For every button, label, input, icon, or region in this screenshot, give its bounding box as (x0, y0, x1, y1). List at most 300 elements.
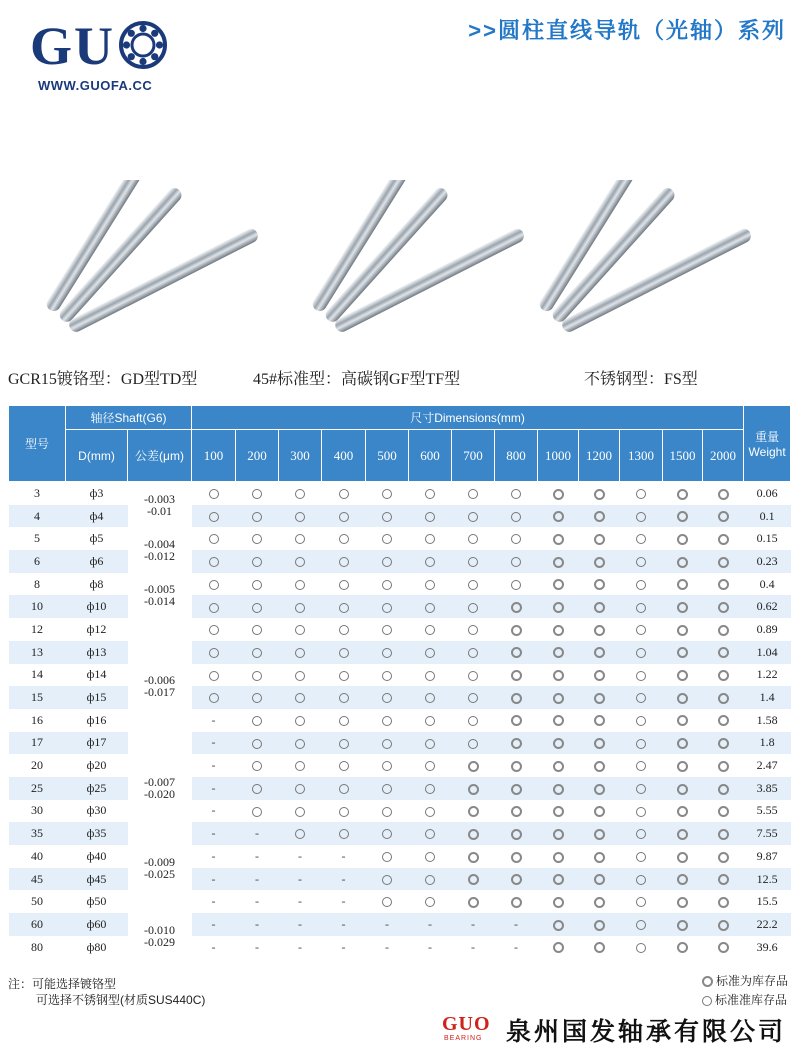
thin-circle-icon (468, 671, 478, 681)
thin-circle-icon (636, 807, 646, 817)
legend-quasi (702, 991, 788, 1010)
thin-circle-icon (636, 512, 646, 522)
availability-cell (409, 686, 452, 709)
availability-cell (322, 664, 366, 687)
thin-circle-icon (382, 716, 392, 726)
bold-circle-icon (718, 602, 729, 613)
availability-cell (192, 595, 236, 618)
weight-cell: 0.89 (756, 621, 778, 636)
bold-circle-icon (677, 489, 688, 500)
availability-cell (620, 664, 663, 687)
weight-cell: 3.85 (744, 777, 791, 800)
availability-cell (452, 709, 495, 732)
availability-cell (620, 845, 663, 868)
availability-cell (192, 845, 236, 868)
thin-circle-icon (339, 534, 349, 544)
unavailable-dash: - (514, 916, 518, 931)
diameter-cell: ф60 (66, 913, 128, 936)
thin-circle-icon (636, 580, 646, 590)
thin-circle-icon (339, 807, 349, 817)
availability-cell (236, 595, 279, 618)
availability-cell (579, 641, 620, 664)
availability-cell (495, 754, 538, 777)
availability-cell (366, 936, 409, 959)
availability-cell (366, 913, 409, 936)
diameter-cell: ф10 (66, 595, 128, 618)
availability-cell (663, 868, 703, 891)
availability-cell (495, 505, 538, 528)
availability-cell (192, 777, 236, 800)
bold-circle-icon (594, 738, 605, 749)
table-row (9, 664, 791, 687)
tolerance-cell (128, 822, 192, 913)
availability-cell (579, 868, 620, 891)
bold-circle-icon (718, 557, 729, 568)
weight-cell: 12.5 (744, 868, 791, 891)
thin-circle-icon (382, 807, 392, 817)
bold-circle-icon (553, 738, 564, 749)
weight-cell: 2.47 (756, 758, 778, 773)
thin-circle-icon (425, 875, 435, 885)
tolerance-lower: -0.01 (147, 503, 172, 518)
unavailable-dash: - (298, 871, 302, 886)
availability-cell (279, 618, 322, 641)
thin-circle-icon (636, 557, 646, 567)
bold-circle-icon (553, 920, 564, 931)
thin-circle-icon (468, 603, 478, 613)
availability-cell (322, 800, 366, 823)
thin-circle-icon (382, 693, 392, 703)
weight-cell: 1.22 (756, 667, 778, 682)
thin-circle-icon (425, 489, 435, 499)
diameter-cell: ф3 (89, 485, 104, 500)
thin-circle-icon (425, 648, 435, 658)
availability-cell (703, 868, 744, 891)
diameter-cell: ф80 (86, 939, 107, 954)
availability-cell (663, 505, 703, 528)
availability-cell (322, 595, 366, 618)
availability-cell (703, 913, 744, 936)
bold-circle-icon (718, 579, 729, 590)
unavailable-dash: - (255, 894, 259, 909)
page-header (0, 0, 800, 110)
tolerance-cell (128, 527, 192, 572)
thin-circle-icon (425, 671, 435, 681)
unavailable-dash: - (471, 916, 475, 931)
availability-cell (663, 822, 703, 845)
note-1: 注：可能选择镀铬型 (8, 977, 117, 991)
availability-cell (663, 800, 703, 823)
bold-circle-icon (553, 784, 564, 795)
table-row (9, 641, 791, 664)
legend-stock (702, 972, 788, 991)
bold-circle-icon (677, 579, 688, 590)
diameter-cell: ф25 (66, 777, 128, 800)
thin-circle-icon (425, 784, 435, 794)
bold-circle-icon (718, 738, 729, 749)
availability-cell (279, 664, 322, 687)
availability-cell (236, 800, 279, 823)
diameter-cell: ф16 (86, 712, 107, 727)
availability-cell (663, 845, 703, 868)
unavailable-dash: - (298, 848, 302, 863)
availability-cell (663, 686, 703, 709)
availability-cell (663, 754, 703, 777)
bold-circle-icon (677, 670, 688, 681)
unavailable-dash: - (255, 916, 259, 931)
unavailable-dash: - (341, 894, 346, 909)
availability-cell (322, 527, 366, 550)
availability-cell (452, 618, 495, 641)
bold-circle-icon (677, 920, 688, 931)
unavailable-dash: - (211, 803, 216, 818)
thin-circle-icon (425, 716, 435, 726)
availability-cell (495, 686, 538, 709)
diameter-cell: ф50 (86, 894, 107, 909)
availability-cell (703, 595, 744, 618)
bold-circle-icon (594, 852, 605, 863)
availability-cell (409, 595, 452, 618)
unavailable-dash: - (298, 939, 302, 954)
bold-circle-icon (594, 489, 605, 500)
availability-cell (192, 686, 236, 709)
model-cell: 10 (9, 595, 66, 618)
bold-circle-icon (594, 761, 605, 772)
availability-cell (322, 505, 366, 528)
diameter-cell: ф13 (66, 641, 128, 664)
header-length: 1300 (620, 430, 663, 482)
bold-circle-icon (468, 874, 479, 885)
bold-circle-icon (677, 647, 688, 658)
thin-circle-icon (295, 671, 305, 681)
thin-circle-icon (382, 897, 392, 907)
availability-cell (409, 505, 452, 528)
bold-circle-icon (677, 761, 688, 772)
thin-circle-icon (382, 603, 392, 613)
thin-circle-icon (468, 716, 478, 726)
bold-circle-icon (594, 602, 605, 613)
availability-cell (579, 550, 620, 573)
availability-cell (236, 936, 279, 959)
tolerance-upper: -0.009 (144, 854, 175, 869)
thin-circle-icon (636, 920, 646, 930)
bold-circle-icon (677, 534, 688, 545)
bold-circle-icon (677, 806, 688, 817)
bold-circle-icon (677, 897, 688, 908)
availability-cell (495, 845, 538, 868)
availability-cell (322, 913, 366, 936)
thin-circle-icon (425, 761, 435, 771)
availability-cell (579, 822, 620, 845)
thin-circle-icon (252, 693, 262, 703)
unavailable-dash: - (341, 871, 346, 886)
bold-circle-icon (553, 534, 564, 545)
logo-text: GU (30, 16, 115, 76)
availability-cell (409, 936, 452, 959)
thin-circle-icon (425, 897, 435, 907)
thin-circle-icon (295, 534, 305, 544)
bold-circle-icon (718, 693, 729, 704)
model-cell: 25 (9, 777, 66, 800)
availability-cell (579, 482, 620, 505)
availability-cell (579, 913, 620, 936)
availability-cell (495, 732, 538, 755)
availability-cell (538, 686, 579, 709)
bold-circle-icon (511, 647, 522, 658)
availability-cell (703, 845, 744, 868)
availability-cell (322, 618, 366, 641)
availability-cell (452, 777, 495, 800)
legend-stock-label: 标准为库存品 (715, 974, 788, 988)
thin-circle-icon (468, 512, 478, 522)
availability-cell (495, 822, 538, 845)
footer-logo-text: GUO (441, 1013, 491, 1035)
availability-cell (495, 936, 538, 959)
bold-circle-icon (677, 852, 688, 863)
availability-cell (620, 505, 663, 528)
diameter-cell: ф15 (66, 686, 128, 709)
availability-cell (452, 845, 495, 868)
availability-cell (663, 573, 703, 596)
bold-circle-icon (553, 625, 564, 636)
tolerance-cell (128, 913, 192, 958)
availability-cell (322, 822, 366, 845)
header-length: 800 (495, 430, 538, 482)
spec-table (8, 405, 791, 958)
availability-cell (452, 527, 495, 550)
availability-cell (620, 732, 663, 755)
weight-cell: 0.62 (744, 595, 791, 618)
availability-cell (495, 800, 538, 823)
table-row (9, 595, 791, 618)
availability-cell (495, 573, 538, 596)
thin-circle-icon (382, 761, 392, 771)
availability-cell (279, 550, 322, 573)
availability-cell (452, 732, 495, 755)
availability-cell (703, 505, 744, 528)
bold-circle-icon (677, 784, 688, 795)
availability-cell (579, 800, 620, 823)
availability-cell (663, 641, 703, 664)
availability-cell (279, 709, 322, 732)
availability-cell (322, 686, 366, 709)
thin-circle-icon (252, 761, 262, 771)
header-length: 2000 (703, 430, 744, 482)
unavailable-dash: - (211, 916, 216, 931)
thin-circle-icon (702, 996, 712, 1006)
model-cell: 20 (31, 758, 43, 773)
table-row (9, 777, 791, 800)
weight-cell: 1.8 (744, 732, 791, 755)
availability-cell (538, 913, 579, 936)
availability-cell (409, 641, 452, 664)
bold-circle-icon (594, 534, 605, 545)
weight-cell: 5.55 (756, 803, 778, 818)
availability-cell (322, 868, 366, 891)
availability-cell (192, 709, 236, 732)
bold-circle-icon (718, 829, 729, 840)
thin-circle-icon (339, 784, 349, 794)
stainless-rods-image (533, 180, 763, 350)
availability-cell (579, 573, 620, 596)
availability-cell (538, 709, 579, 732)
thin-circle-icon (636, 603, 646, 613)
availability-cell (236, 890, 279, 913)
availability-cell (663, 936, 703, 959)
thin-circle-icon (209, 648, 219, 658)
tolerance-lower: -0.012 (144, 549, 175, 564)
availability-cell (538, 618, 579, 641)
thin-circle-icon (295, 784, 305, 794)
thin-circle-icon (209, 512, 219, 522)
availability-cell (192, 618, 236, 641)
bold-circle-icon (594, 942, 605, 953)
thin-circle-icon (295, 489, 305, 499)
availability-cell (192, 641, 236, 664)
thin-circle-icon (339, 716, 349, 726)
thin-circle-icon (636, 875, 646, 885)
table-row (9, 822, 791, 845)
table-row (9, 618, 791, 641)
availability-cell (192, 527, 236, 550)
thin-circle-icon (636, 739, 646, 749)
bold-circle-icon (511, 761, 522, 772)
header-shaft: 轴径Shaft(G6) (66, 406, 192, 430)
bold-circle-icon (677, 738, 688, 749)
weight-cell: 7.55 (744, 822, 791, 845)
availability-cell (452, 822, 495, 845)
header-length: 200 (236, 430, 279, 482)
bold-circle-icon (594, 647, 605, 658)
bold-circle-icon (468, 806, 479, 817)
thin-circle-icon (295, 603, 305, 613)
availability-cell (538, 890, 579, 913)
unavailable-dash: - (211, 894, 216, 909)
model-cell: 17 (9, 732, 66, 755)
bold-circle-icon (511, 829, 522, 840)
thin-circle-icon (339, 603, 349, 613)
bold-circle-icon (511, 693, 522, 704)
thin-circle-icon (636, 761, 646, 771)
thin-circle-icon (636, 625, 646, 635)
availability-cell (322, 845, 366, 868)
table-row (9, 505, 791, 528)
thin-circle-icon (382, 875, 392, 885)
availability-cell (192, 505, 236, 528)
availability-cell (366, 822, 409, 845)
availability-cell (322, 890, 366, 913)
availability-cell (192, 822, 236, 845)
thin-circle-icon (252, 489, 262, 499)
availability-cell (538, 936, 579, 959)
availability-cell (538, 641, 579, 664)
availability-cell (703, 709, 744, 732)
model-cell: 6 (9, 550, 66, 573)
availability-cell (452, 936, 495, 959)
table-row (9, 936, 791, 959)
header-length: 500 (366, 430, 409, 482)
model-cell: 8 (34, 576, 40, 591)
availability-cell (495, 709, 538, 732)
thin-circle-icon (468, 648, 478, 658)
availability-cell (409, 800, 452, 823)
thin-circle-icon (252, 534, 262, 544)
footer-logo (442, 1015, 498, 1045)
availability-cell (495, 618, 538, 641)
model-cell: 5 (34, 531, 40, 546)
availability-cell (703, 936, 744, 959)
table-row (9, 709, 791, 732)
tolerance-lower: -0.017 (144, 685, 175, 700)
thin-circle-icon (252, 557, 262, 567)
thin-circle-icon (209, 580, 219, 590)
availability-cell (279, 936, 322, 959)
table-row (9, 482, 791, 505)
bold-circle-icon (594, 557, 605, 568)
diameter-cell: ф14 (86, 667, 107, 682)
bold-circle-icon (511, 874, 522, 885)
thin-circle-icon (209, 671, 219, 681)
thin-circle-icon (636, 671, 646, 681)
availability-cell (620, 482, 663, 505)
thin-circle-icon (425, 739, 435, 749)
availability-cell (620, 754, 663, 777)
unavailable-dash: - (255, 826, 259, 841)
availability-cell (236, 822, 279, 845)
availability-cell (366, 686, 409, 709)
thin-circle-icon (209, 693, 219, 703)
note-2: 可选择不锈钢型(材质SUS440C) (36, 993, 206, 1007)
bold-circle-icon (511, 784, 522, 795)
availability-cell (452, 505, 495, 528)
unavailable-dash: - (298, 916, 302, 931)
availability-cell (192, 664, 236, 687)
availability-cell (620, 550, 663, 573)
bold-circle-icon (594, 579, 605, 590)
availability-cell (703, 754, 744, 777)
unavailable-dash: - (428, 916, 432, 931)
model-cell: 14 (31, 667, 43, 682)
thin-circle-icon (425, 557, 435, 567)
availability-cell (236, 754, 279, 777)
tolerance-upper: -0.010 (144, 922, 175, 937)
bold-circle-icon (553, 489, 564, 500)
weight-cell: 22.2 (744, 913, 791, 936)
availability-cell (538, 777, 579, 800)
unavailable-dash: - (211, 826, 216, 841)
availability-cell (279, 890, 322, 913)
thin-circle-icon (425, 625, 435, 635)
availability-cell (703, 618, 744, 641)
availability-cell (366, 527, 409, 550)
thin-circle-icon (252, 603, 262, 613)
bold-circle-icon (677, 511, 688, 522)
availability-cell (452, 641, 495, 664)
bold-circle-icon (553, 557, 564, 568)
thin-circle-icon (636, 943, 646, 953)
thin-circle-icon (511, 489, 521, 499)
availability-cell (322, 754, 366, 777)
availability-cell (620, 573, 663, 596)
thin-circle-icon (339, 671, 349, 681)
availability-cell (452, 595, 495, 618)
availability-cell (579, 618, 620, 641)
thin-circle-icon (252, 625, 262, 635)
availability-cell (279, 800, 322, 823)
availability-cell (409, 913, 452, 936)
thin-circle-icon (339, 512, 349, 522)
availability-cell (538, 550, 579, 573)
